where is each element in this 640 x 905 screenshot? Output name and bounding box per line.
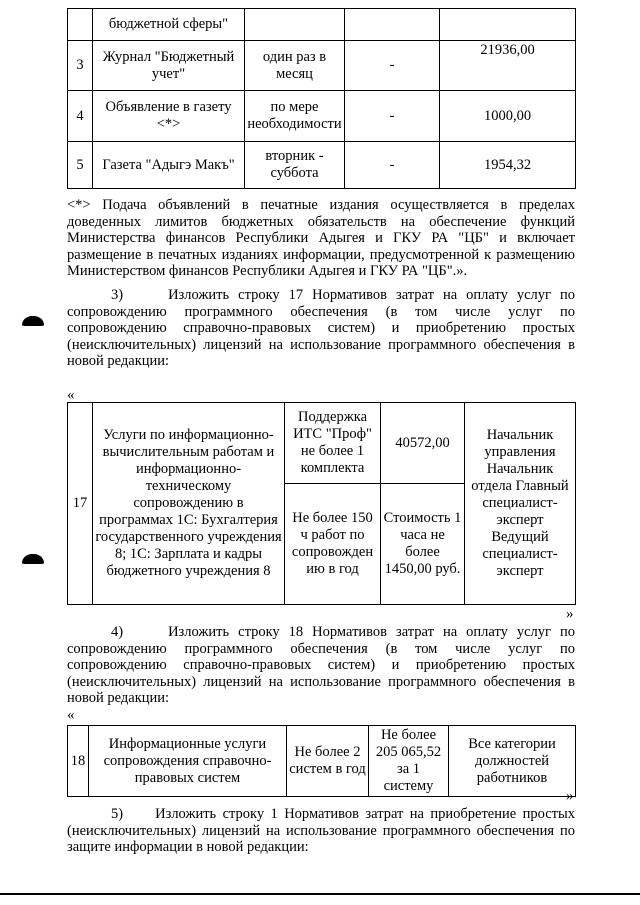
item-4-paragraph: 4) Изложить строку 18 Нормативов затрат на оплату услуг по сопровождению программного обеспечения (в том числе услуг по сопровождению справочно-правовых систем) и приобретению простых (неисключительных) лицензий на использование программного обеспечения в новой редакции:	[67, 624, 575, 706]
scan-artifact	[22, 316, 44, 326]
top-table	[67, 8, 576, 189]
cell-support: Поддержка ИТС "Проф" не более 1 комплекта	[285, 403, 381, 484]
table-row	[68, 726, 576, 797]
cell-price: Не более 205 065,52 за 1 систему	[369, 726, 449, 797]
quote-open: «	[67, 707, 75, 723]
cell-hour-price: Стоимость 1 часа не более 1450,00 руб.	[381, 484, 465, 605]
cell-qty: Не более 2 систем в год	[287, 726, 369, 797]
table-row	[68, 91, 576, 142]
cell-amount: 1954,32	[440, 142, 576, 189]
footnote-paragraph: <*> Подача объявлений в печатные издания осуществляется в пределах доведенных лимитов бюджетных обязательств на обеспечение функций Министерства финансов Республики Адыгея и ГКУ РА "ЦБ" и включает размещение в печатных изданиях информации, предусмотренной к размещению Министерством финансов Республики Адыгея и ГКУ РА "ЦБ".».	[67, 197, 575, 279]
cell-positions: Все категории должностей работников	[449, 726, 576, 797]
cell-num: 5	[68, 142, 93, 189]
cell-price: 40572,00	[381, 403, 465, 484]
cell-num: 17	[68, 403, 93, 605]
cell-num: 3	[68, 41, 93, 91]
cell-name: Объявление в газету <*>	[93, 91, 245, 142]
cell-positions: Начальник управления Начальник отдела Главный специалист-эксперт Ведущий специалист-эксперт	[465, 403, 576, 605]
table-row	[68, 142, 576, 189]
cell-num: 4	[68, 91, 93, 142]
cell-freq: вторник - суббота	[245, 142, 345, 189]
quote-open: «	[67, 387, 75, 403]
cell-freq: один раз в месяц	[245, 41, 345, 91]
cell-name: Журнал "Бюджетный учет"	[93, 41, 245, 91]
cell-dash	[345, 9, 440, 41]
quote-close: »	[566, 606, 574, 622]
cell-amount	[440, 9, 576, 41]
page-bottom-edge	[0, 893, 640, 895]
table-row	[68, 41, 576, 91]
table-row	[68, 9, 576, 41]
table-18	[67, 725, 576, 797]
item-3-paragraph: 3) Изложить строку 17 Нормативов затрат на оплату услуг по сопровождению программного обеспечения (в том числе услуг по сопровождению справочно-правовых систем) и приобретению простых (неисключительных) лицензий на использование программного обеспечения в новой редакции:	[67, 287, 575, 369]
cell-service-name: Услуги по информационно-вычислительным работам и информационно-техническому сопровождению в программах 1С: Бухгалтерия государственного учреждения 8; 1С: Зарплата и кадры бюджетного учреждения 8	[93, 403, 285, 605]
cell-num: 18	[68, 726, 89, 797]
item-5-paragraph: 5) Изложить строку 1 Нормативов затрат на приобретение простых (неисключительных) лицензий на использование программного обеспечения по защите информации в новой редакции:	[67, 806, 575, 855]
cell-freq	[245, 9, 345, 41]
cell-dash: -	[345, 41, 440, 91]
cell-dash: -	[345, 142, 440, 189]
cell-service-name: Информационные услуги сопровождения справочно-правовых систем	[89, 726, 287, 797]
cell-amount: 1000,00	[440, 91, 576, 142]
cell-name: Газета "Адыгэ Макъ"	[93, 142, 245, 189]
scan-artifact	[22, 554, 44, 564]
cell-hours: Не более 150 ч работ по сопровожден ию в год	[285, 484, 381, 605]
cell-dash: -	[345, 91, 440, 142]
cell-amount: 21936,00	[440, 41, 576, 91]
cell-num	[68, 9, 93, 41]
table-17	[67, 402, 576, 605]
cell-name: бюджетной сферы"	[93, 9, 245, 41]
cell-freq: по мере необходимости	[245, 91, 345, 142]
quote-close: »	[566, 788, 574, 804]
table-row	[68, 403, 576, 484]
